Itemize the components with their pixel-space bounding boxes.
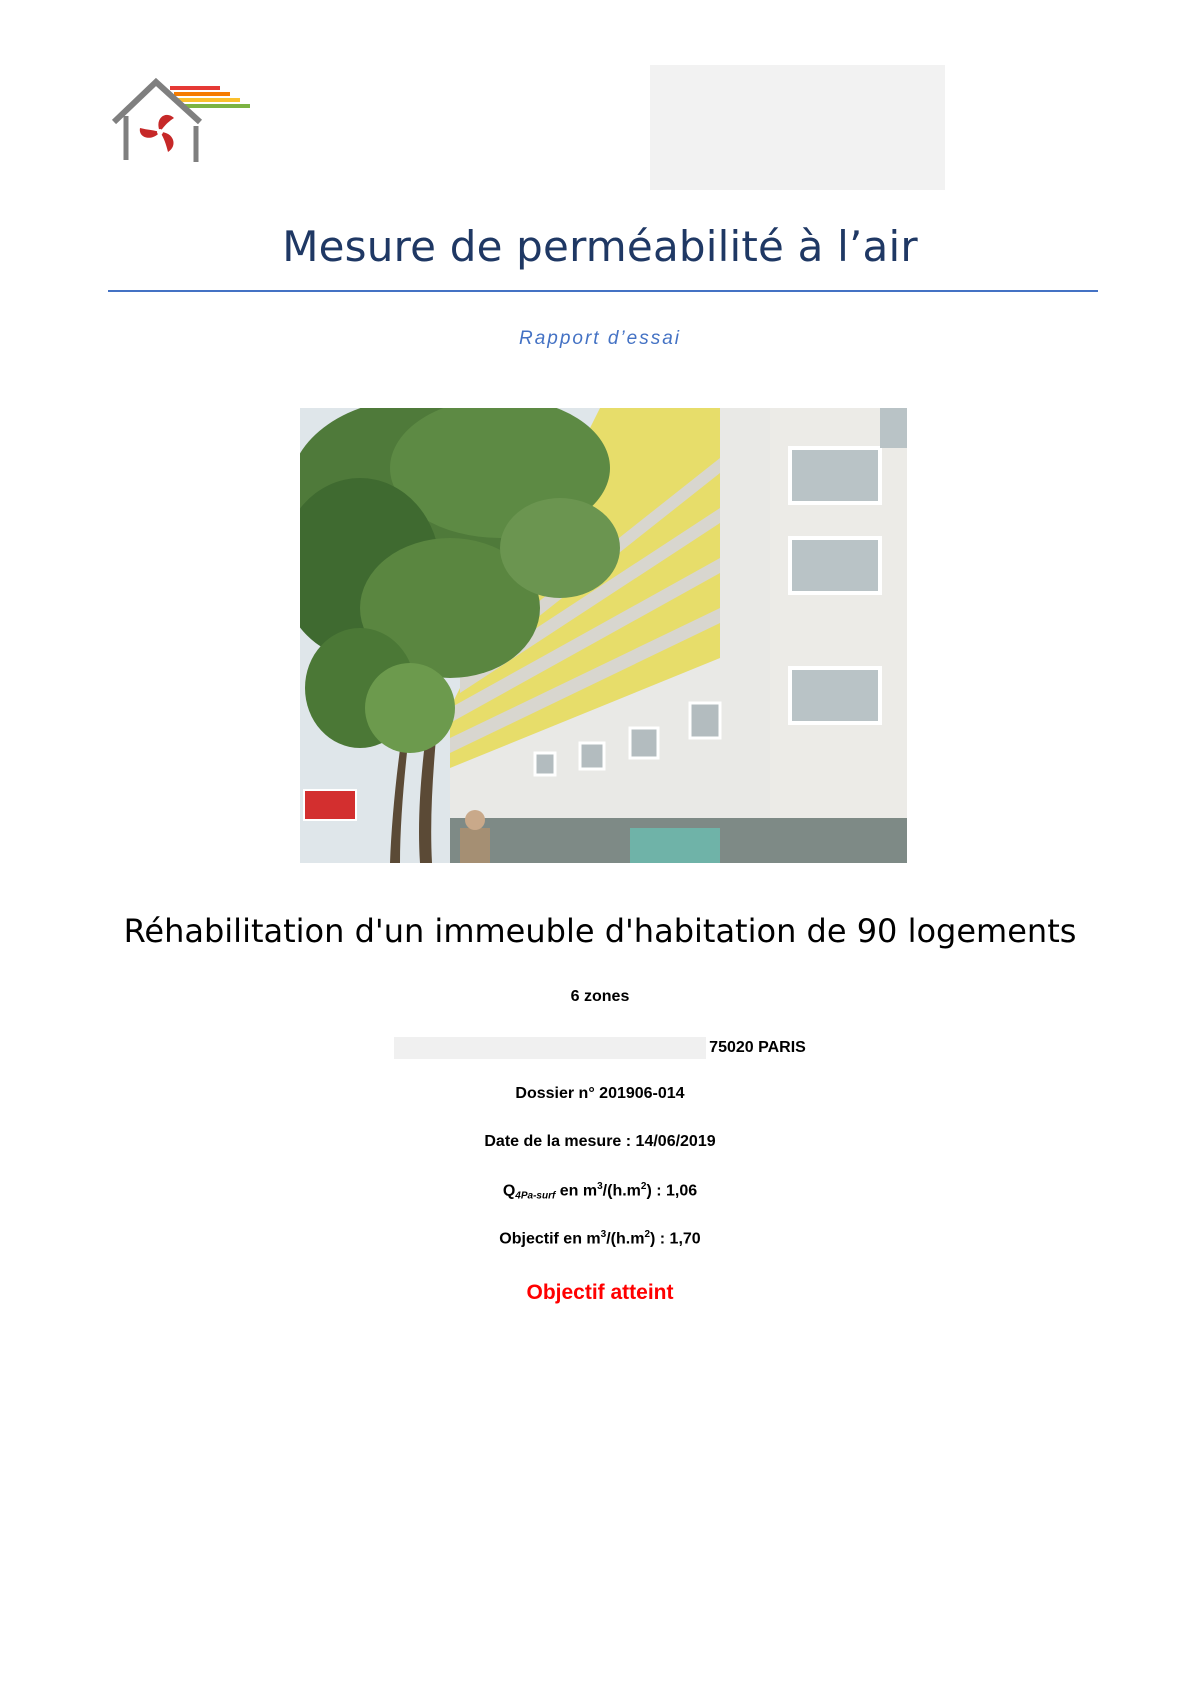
- address-city: 75020 PARIS: [709, 1039, 806, 1056]
- q4-sup1: 3: [597, 1181, 603, 1192]
- result-status: Objectif atteint: [526, 1281, 674, 1304]
- objective-middle: /(h.m: [606, 1230, 645, 1248]
- address-line: [0, 1037, 1200, 1064]
- zones-text: 6 zones: [570, 988, 630, 1005]
- q4-subscript: 4Pa-surf: [515, 1190, 556, 1202]
- page-title: Mesure de perméabilité à l’air: [282, 222, 918, 271]
- q4-symbol: Q: [502, 1182, 516, 1200]
- subtitle: Rapport d’essai: [518, 328, 682, 349]
- redacted-logo-block: [650, 65, 945, 190]
- building-photo-icon: [300, 408, 907, 863]
- title-divider: [108, 290, 1098, 292]
- measurement-date: Date de la mesure : 14/06/2019: [484, 1133, 716, 1150]
- q4-result-line: [0, 1181, 1200, 1201]
- objective-sup2: 2: [644, 1229, 650, 1240]
- company-logo: [108, 76, 263, 166]
- q4-prefix: en m: [555, 1182, 598, 1200]
- building-photo: [300, 408, 907, 863]
- project-title: Réhabilitation d'un immeuble d'habitation de 90 logements: [123, 912, 1077, 950]
- q4-sup2: 2: [640, 1181, 647, 1192]
- objective-sup1: 3: [600, 1229, 607, 1240]
- q4-middle: /(h.m: [602, 1182, 641, 1200]
- objective-suffix: ) : 1,70: [650, 1230, 701, 1248]
- q4-suffix: ) : 1,06: [646, 1182, 698, 1200]
- dossier-number: Dossier n° 201906-014: [515, 1085, 685, 1102]
- redacted-street-block: [394, 1037, 706, 1059]
- objective-line: [0, 1229, 1200, 1248]
- house-fan-logo-icon: [108, 76, 263, 166]
- objective-prefix: Objectif en m: [499, 1230, 601, 1248]
